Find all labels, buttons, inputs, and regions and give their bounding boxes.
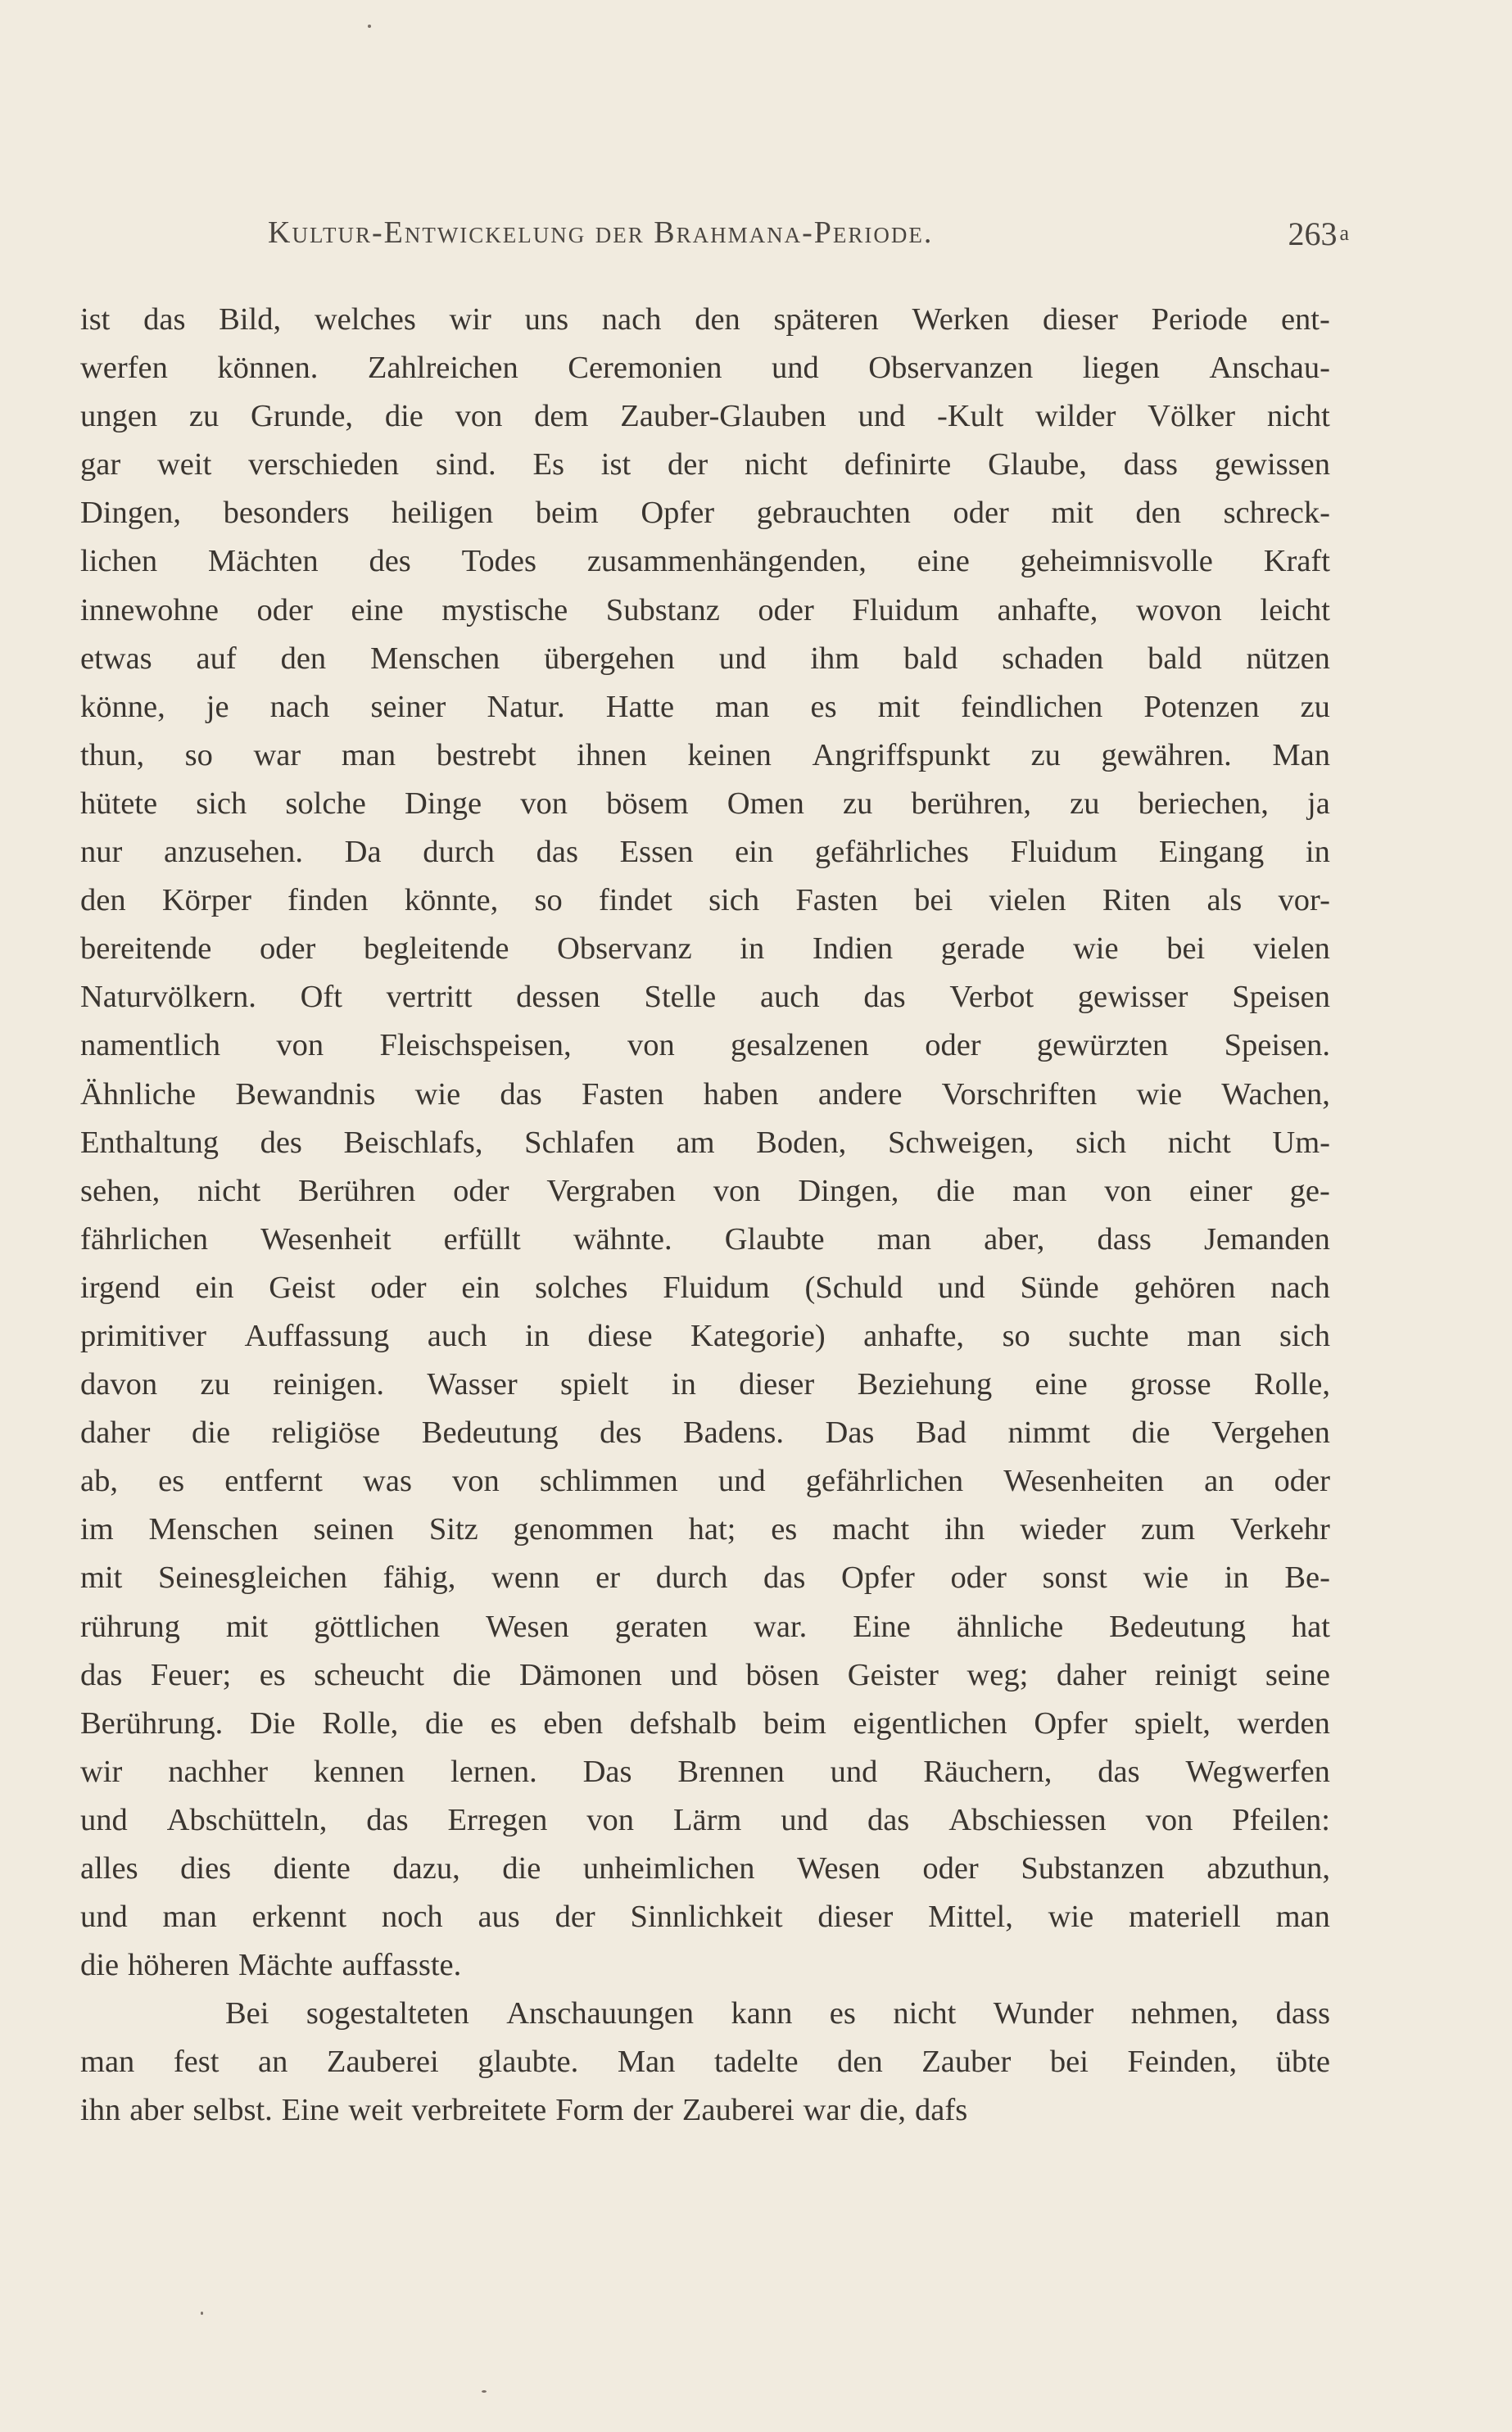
text-line: ab, es entfernt was von schlimmen und gefährlichen Wesenheiten an oder — [80, 1464, 1330, 1499]
page-number-suffix: a — [1339, 221, 1349, 245]
text-line: alles dies diente dazu, die unheimlichen Wesen oder Substanzen abzuthun, — [80, 1851, 1330, 1886]
text-line: und Abschütteln, das Erregen von Lärm und das Abschiessen von Pfeilen: — [80, 1802, 1330, 1837]
running-head-title: Kultur-Entwickelung der Brahmana-Periode. — [268, 215, 934, 250]
paragraph — [80, 296, 1330, 1990]
text-line: die höheren Mächte auffasste. — [80, 1948, 462, 1983]
text-line: und man erkennt noch aus der Sinnlichkeit dieser Mittel, wie materiell man — [80, 1900, 1330, 1935]
text-line: werfen können. Zahlreichen Ceremonien und Observanzen liegen Anschau- — [80, 351, 1330, 386]
scan-speck — [482, 2390, 487, 2393]
text-line: den Körper finden könnte, so findet sich Fasten bei vielen Riten als vor- — [80, 883, 1330, 918]
text-line: Dingen, besonders heiligen beim Opfer gebrauchten oder mit den schreck- — [80, 496, 1330, 531]
text-line: namentlich von Fleischspeisen, von gesalzenen oder gewürzten Speisen. — [80, 1028, 1330, 1063]
page-number-value: 263 — [1288, 215, 1338, 252]
text-line: Enthaltung des Beischlafs, Schlafen am Boden, Schweigen, sich nicht Um- — [80, 1125, 1330, 1160]
text-line: ihn aber selbst. Eine weit verbreitete Form der Zauberei war die, dafs — [80, 2093, 968, 2128]
text-line: thun, so war man bestrebt ihnen keinen Angriffspunkt zu gewähren. Man — [80, 737, 1330, 772]
text-line: etwas auf den Menschen übergehen und ihm bald schaden bald nützen — [80, 641, 1330, 676]
page-number — [1288, 215, 1349, 253]
text-line: man fest an Zauberei glaubte. Man tadelte den Zauber bei Feinden, übte — [80, 2045, 1330, 2080]
text-line: lichen Mächten des Todes zusammenhängenden, eine geheimnisvolle Kraft — [80, 544, 1330, 579]
paragraph — [80, 1990, 1330, 2135]
text-line: gar weit verschieden sind. Es ist der nicht definirte Glaube, dass gewissen — [80, 447, 1330, 482]
text-line: bereitende oder begleitende Observanz in Indien gerade wie bei vielen — [80, 931, 1330, 967]
text-line: Bei sogestalteten Anschauungen kann es nicht Wunder nehmen, dass — [225, 1996, 1330, 2031]
scan-speck — [201, 2312, 203, 2315]
text-line: hütete sich solche Dinge von bösem Omen zu berühren, zu beriechen, ja — [80, 786, 1330, 821]
body-text — [80, 296, 1330, 2135]
text-line: davon zu reinigen. Wasser spielt in dieser Beziehung eine grosse Rolle, — [80, 1367, 1330, 1402]
text-line: könne, je nach seiner Natur. Hatte man es mit feindlichen Potenzen zu — [80, 689, 1330, 724]
text-line: rührung mit göttlichen Wesen geraten war. Eine ähnliche Bedeutung hat — [80, 1609, 1330, 1644]
text-line: primitiver Auffassung auch in diese Kategorie) anhafte, so suchte man sich — [80, 1318, 1330, 1353]
running-head — [268, 215, 1349, 264]
text-line: ungen zu Grunde, die von dem Zauber-Glauben und -Kult wilder Völker nicht — [80, 399, 1330, 434]
text-line: fährlichen Wesenheit erfüllt wähnte. Glaubte man aber, dass Jemanden — [80, 1221, 1330, 1257]
text-line: ist das Bild, welches wir uns nach den späteren Werken dieser Periode ent- — [80, 302, 1330, 337]
text-line: wir nachher kennen lernen. Das Brennen und Räuchern, das Wegwerfen — [80, 1754, 1330, 1789]
text-line: nur anzusehen. Da durch das Essen ein gefährliches Fluidum Eingang in — [80, 835, 1330, 870]
text-line: Naturvölkern. Oft vertritt dessen Stelle auch das Verbot gewisser Speisen — [80, 980, 1330, 1015]
text-line: im Menschen seinen Sitz genommen hat; es macht ihn wieder zum Verkehr — [80, 1512, 1330, 1547]
text-line: sehen, nicht Berühren oder Vergraben von Dingen, die man von einer ge- — [80, 1173, 1330, 1208]
scan-speck — [368, 25, 371, 28]
text-line: Berührung. Die Rolle, die es eben defshalb beim eigentlichen Opfer spielt, werden — [80, 1705, 1330, 1741]
text-line: innewohne oder eine mystische Substanz oder Fluidum anhafte, wovon leicht — [80, 592, 1330, 627]
text-line: mit Seinesgleichen fähig, wenn er durch das Opfer oder sonst wie in Be- — [80, 1560, 1330, 1596]
text-line: das Feuer; es scheucht die Dämonen und bösen Geister weg; daher reinigt seine — [80, 1657, 1330, 1692]
text-line: irgend ein Geist oder ein solches Fluidum (Schuld und Sünde gehören nach — [80, 1270, 1330, 1305]
text-line: Ähnliche Bewandnis wie das Fasten haben andere Vorschriften wie Wachen, — [80, 1076, 1330, 1112]
text-line: daher die religiöse Bedeutung des Badens. Das Bad nimmt die Vergehen — [80, 1415, 1330, 1451]
